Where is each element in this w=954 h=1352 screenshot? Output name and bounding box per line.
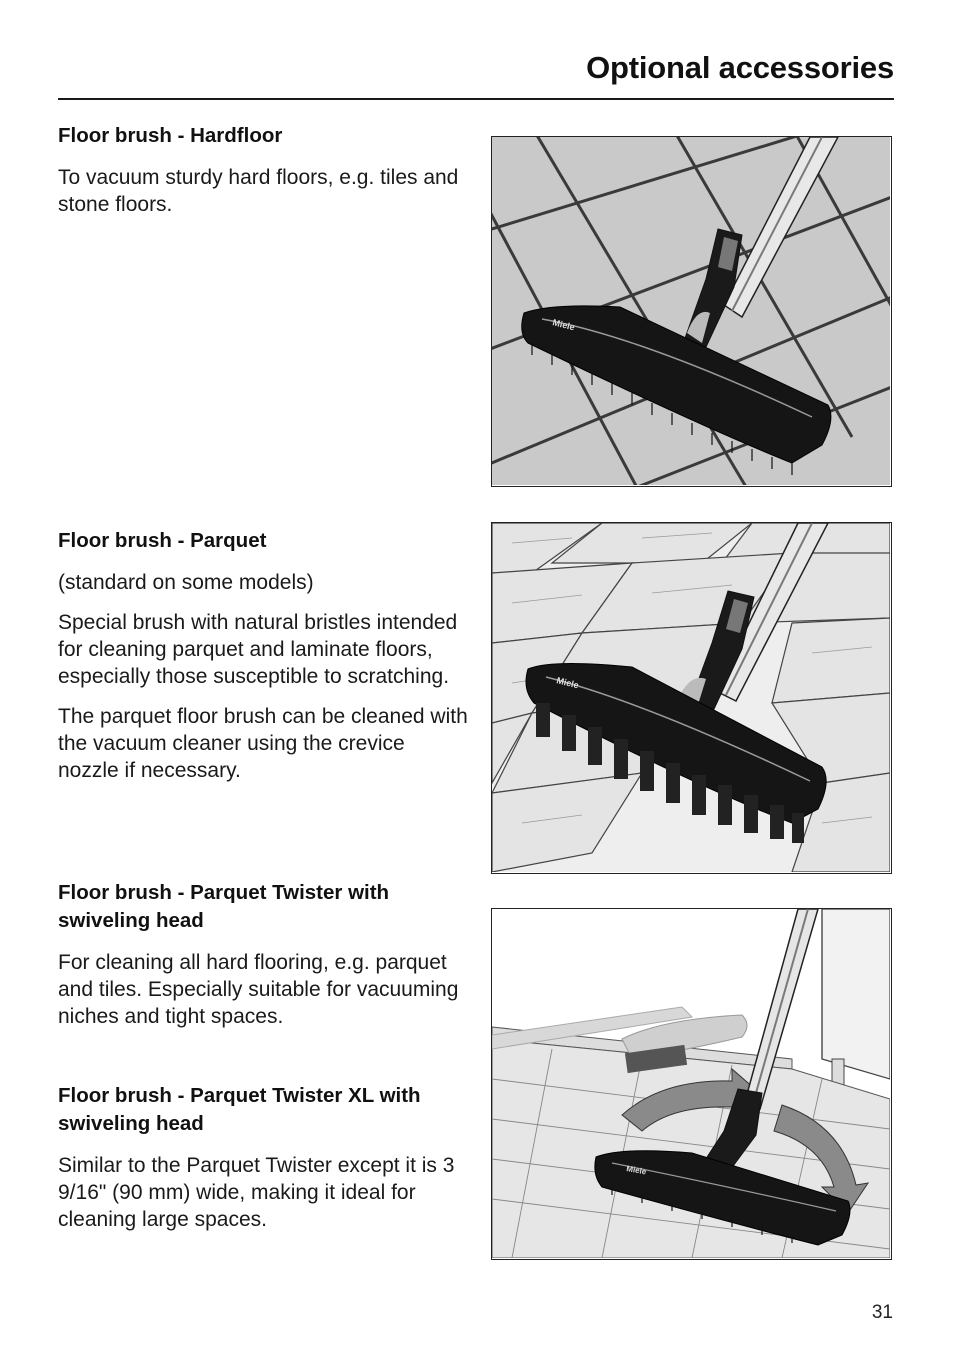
brand-logo-text: Miele bbox=[555, 675, 580, 691]
title-divider bbox=[58, 98, 894, 100]
twister-swivel-brush-illustration bbox=[491, 908, 892, 1260]
section-heading: Floor brush - Parquet bbox=[58, 529, 267, 552]
section-heading: Floor brush - Parquet Twister XL with swiveling head bbox=[58, 1084, 421, 1135]
section-parquet-twister-xl bbox=[58, 1082, 470, 1246]
section-paragraph: The parquet floor brush can be cleaned with the vacuum cleaner using the crevice nozzle if necessary. bbox=[58, 705, 468, 782]
section-paragraph: Similar to the Parquet Twister except it is 3 9/16" (90 mm) wide, making it ideal for cleaning large spaces. bbox=[58, 1154, 455, 1231]
section-heading: Floor brush - Hardfloor bbox=[58, 124, 283, 147]
brand-logo-text: Miele bbox=[551, 317, 576, 333]
section-parquet-twister bbox=[58, 879, 470, 1043]
section-parquet bbox=[58, 527, 470, 797]
hardfloor-brush-on-tiles-illustration bbox=[491, 136, 892, 487]
page-number: 31 bbox=[871, 1302, 893, 1323]
section-paragraph: To vacuum sturdy hard floors, e.g. tiles and stone floors. bbox=[58, 166, 459, 216]
section-heading: Floor brush - Parquet Twister with swiveling head bbox=[58, 881, 390, 932]
parquet-brush-on-wood-illustration bbox=[491, 522, 892, 874]
brand-logo-text: Miele bbox=[625, 1164, 647, 1177]
section-paragraph: For cleaning all hard flooring, e.g. parquet and tiles. Especially suitable for vacuuming niches and tight spaces. bbox=[58, 951, 459, 1028]
twister-brush-svg bbox=[492, 909, 890, 1258]
section-paragraph: Special brush with natural bristles intended for cleaning parquet and laminate floors, especially those susceptible to scratching. bbox=[58, 611, 458, 688]
section-hardfloor bbox=[58, 122, 470, 231]
page-title: Optional accessories bbox=[586, 50, 894, 85]
parquet-brush-svg bbox=[492, 523, 890, 872]
section-paragraph: (standard on some models) bbox=[58, 571, 314, 594]
hardfloor-brush-svg bbox=[492, 137, 890, 485]
